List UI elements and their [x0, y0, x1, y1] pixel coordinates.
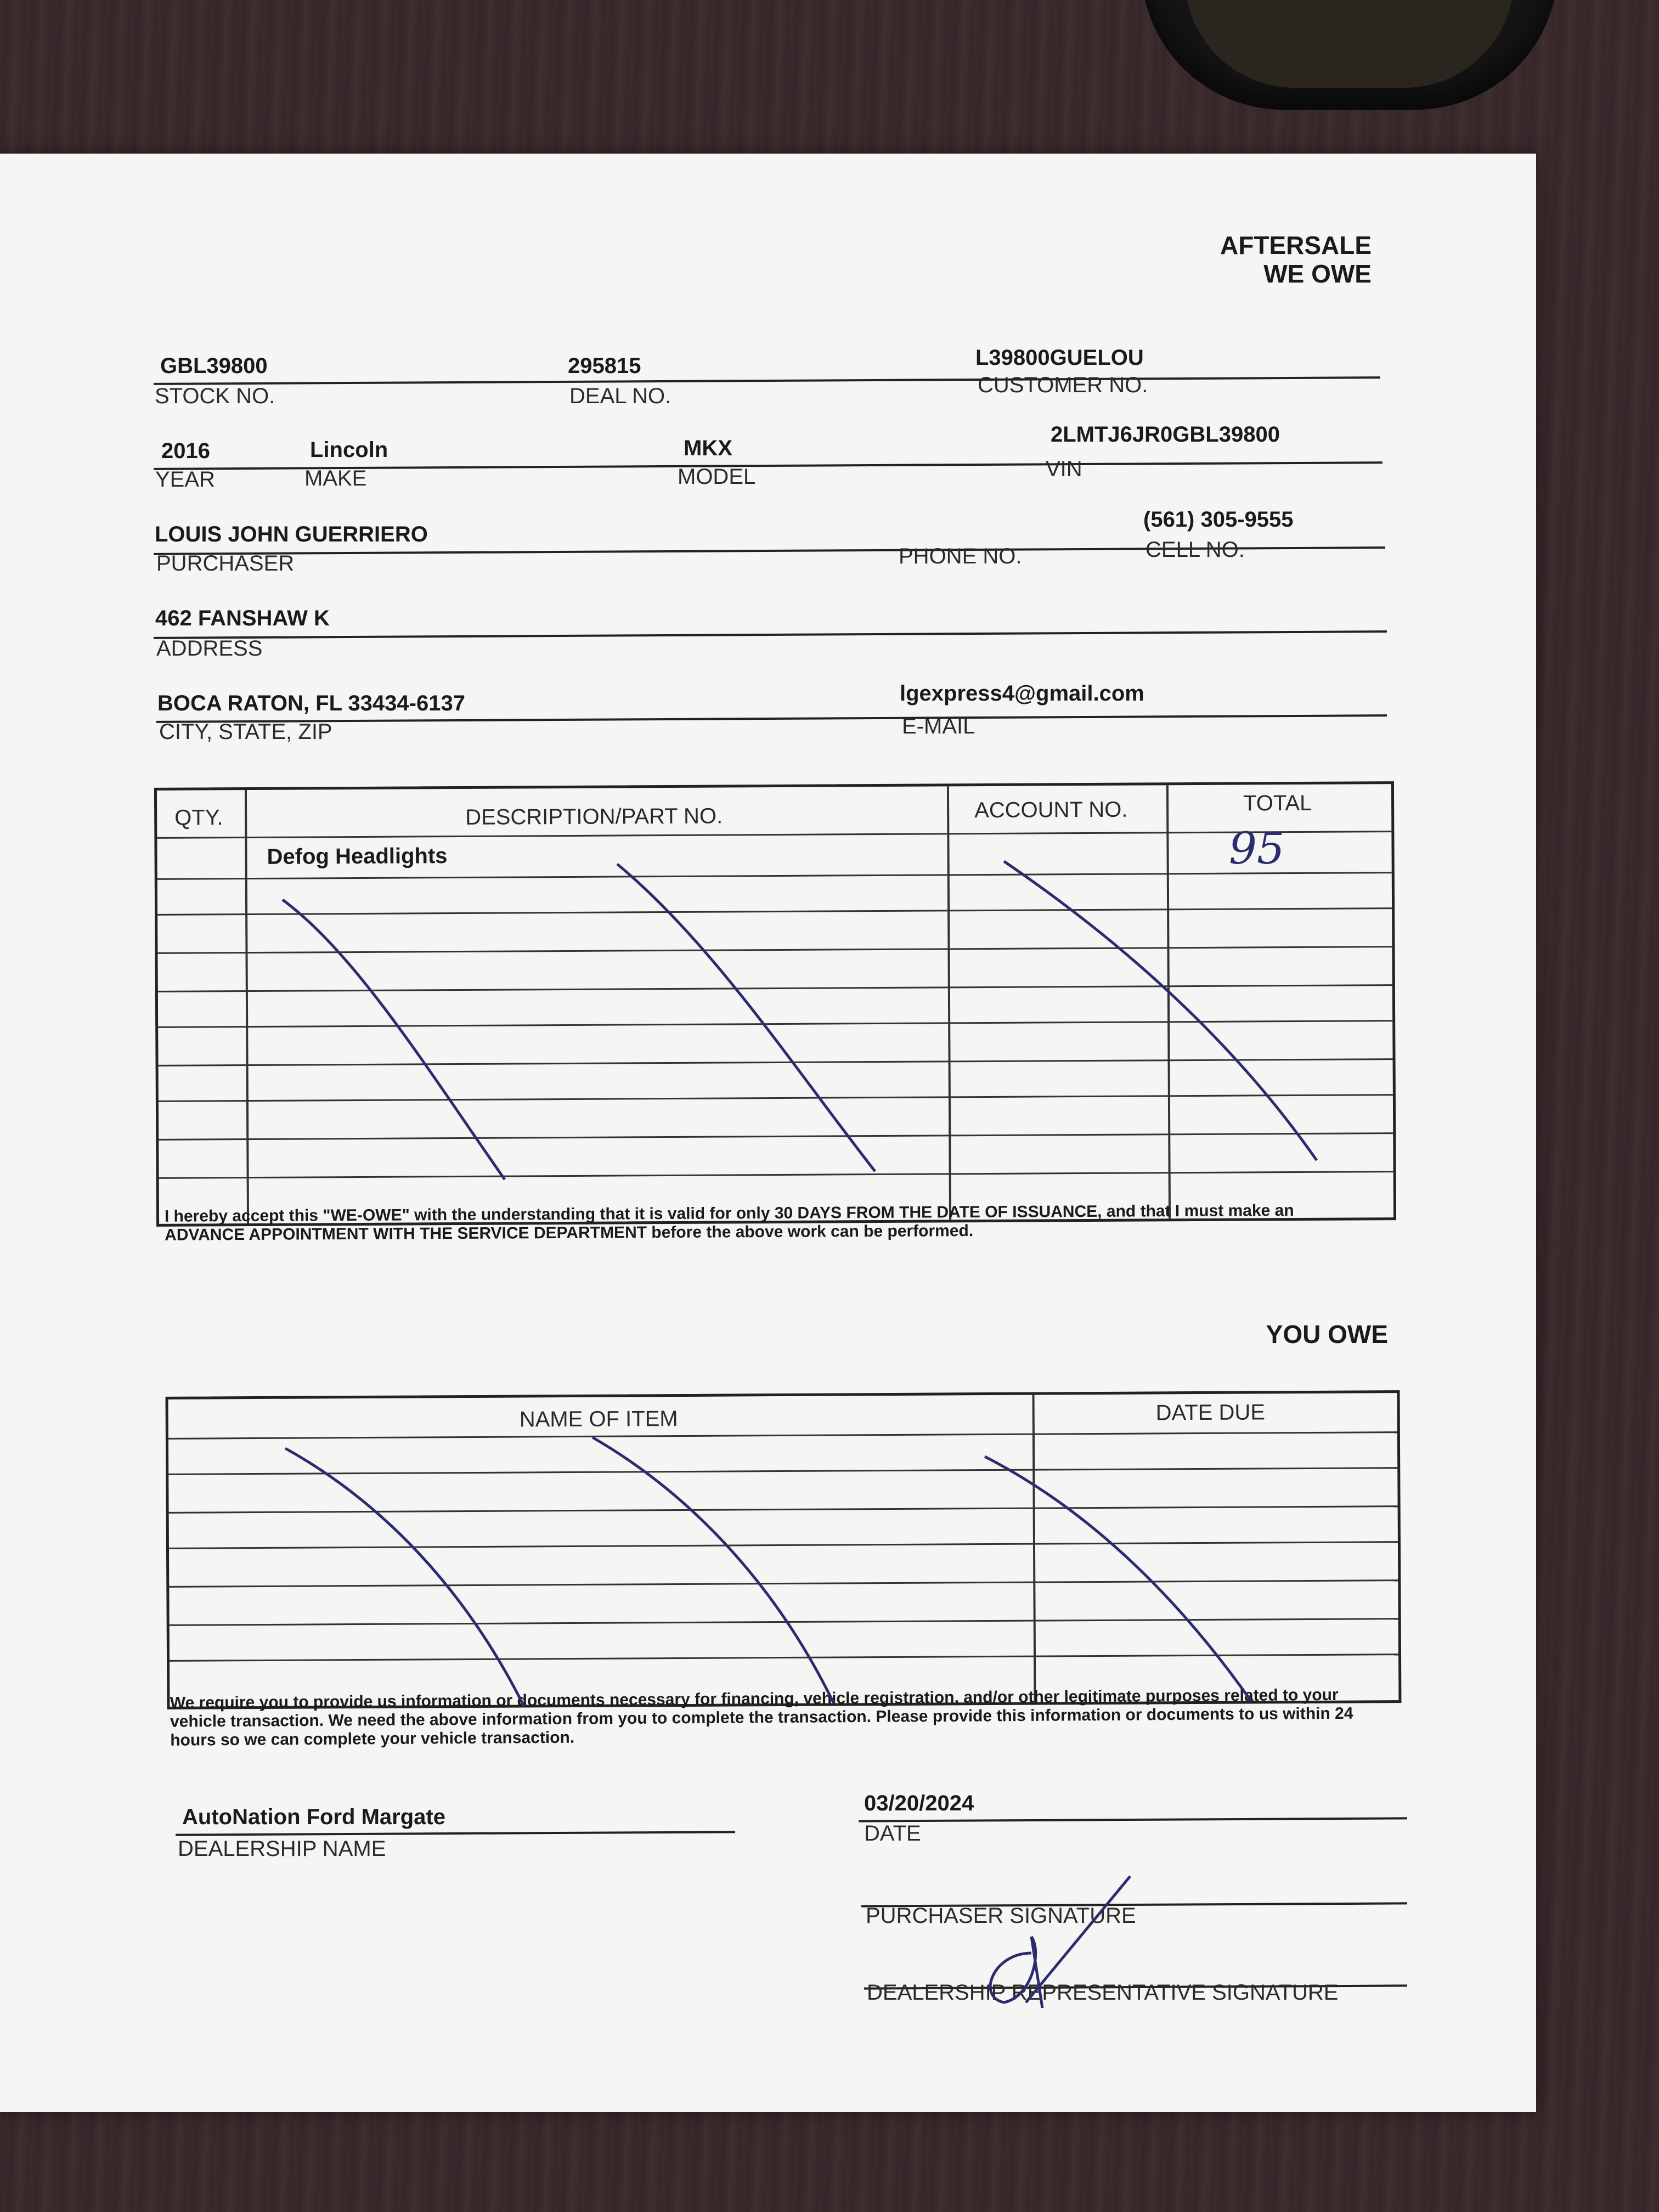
address-value: 462 FANSHAW K	[155, 606, 330, 630]
deal-no-label: DEAL NO.	[569, 384, 672, 408]
you-owe-title: YOU OWE	[1266, 1320, 1388, 1348]
form-title-line2: WE OWE	[1263, 259, 1372, 288]
model-value: MKX	[684, 436, 732, 460]
dealer-signature-label: DEALERSHIP REPRESENTATIVE SIGNATURE	[867, 1980, 1339, 2005]
make-value: Lincoln	[310, 438, 388, 462]
year-value: 2016	[161, 439, 210, 463]
we-owe-notice: I hereby accept this "WE-OWE" with the understanding that it is valid for only 30 DAYS FROM THE DATE OF ISSUANCE, and that I must make an ADVANCE APPOINTMENT WITH THE SERVICE DEPARTMENT before the above work can be performed.	[164, 1201, 1294, 1244]
vin-label: VIN	[1046, 457, 1082, 481]
col-description: DESCRIPTION/PART NO.	[465, 804, 723, 830]
col-account-no: ACCOUNT NO.	[974, 797, 1128, 823]
date-label: DATE	[864, 1821, 921, 1846]
phone-no-label: PHONE NO.	[899, 544, 1022, 568]
row1-description: Defog Headlights	[267, 844, 448, 869]
col-qty: QTY.	[174, 805, 223, 830]
cell-no-label: CELL NO.	[1146, 538, 1245, 562]
cell-no-value: (561) 305-9555	[1143, 507, 1294, 532]
deal-no-value: 295815	[568, 354, 641, 378]
you-owe-strike-lines	[285, 1437, 1251, 1706]
you-owe-notice: We require you to provide us information or documents necessary for financing, vehicle registration, and/or other legitimate purposes related to your vehicle transaction. We need the above information from you to complete the transaction. Please provide this information or documents to us within 24 hours so we can complete your vehicle transaction.	[170, 1685, 1353, 1750]
row1-total: 95	[1229, 823, 1285, 874]
purchaser-label: PURCHASER	[156, 551, 295, 575]
email-label: E-MAIL	[902, 714, 975, 738]
make-label: MAKE	[304, 466, 367, 490]
city-state-zip-value: BOCA RATON, FL 33434-6137	[157, 691, 465, 715]
col-date-due: DATE DUE	[1155, 1400, 1266, 1425]
purchaser-signature-label: PURCHASER SIGNATURE	[866, 1904, 1136, 1928]
purchaser-value: LOUIS JOHN GUERRIERO	[155, 522, 428, 546]
vin-value: 2LMTJ6JR0GBL39800	[1051, 422, 1280, 447]
year-label: YEAR	[155, 467, 215, 492]
we-owe-strike-lines	[283, 861, 1317, 1180]
form-title-line1: AFTERSALE	[1220, 231, 1372, 259]
city-state-zip-label: CITY, STATE, ZIP	[159, 720, 332, 744]
col-total: TOTAL	[1243, 791, 1312, 816]
customer-no-label: CUSTOMER NO.	[978, 373, 1148, 397]
email-value: lgexpress4@gmail.com	[900, 681, 1144, 706]
col-name-of-item: NAME OF ITEM	[519, 1407, 678, 1432]
stock-no-label: STOCK NO.	[155, 384, 275, 408]
dealership-name-label: DEALERSHIP NAME	[178, 1837, 386, 1861]
model-label: MODEL	[678, 465, 756, 489]
customer-no-value: L39800GUELOU	[975, 346, 1144, 370]
signature-scribble	[990, 1876, 1130, 2008]
address-label: ADDRESS	[156, 636, 263, 661]
dealership-name-value: AutoNation Ford Margate	[182, 1805, 445, 1829]
stock-no-value: GBL39800	[160, 354, 268, 378]
date-value: 03/20/2024	[864, 1791, 974, 1815]
